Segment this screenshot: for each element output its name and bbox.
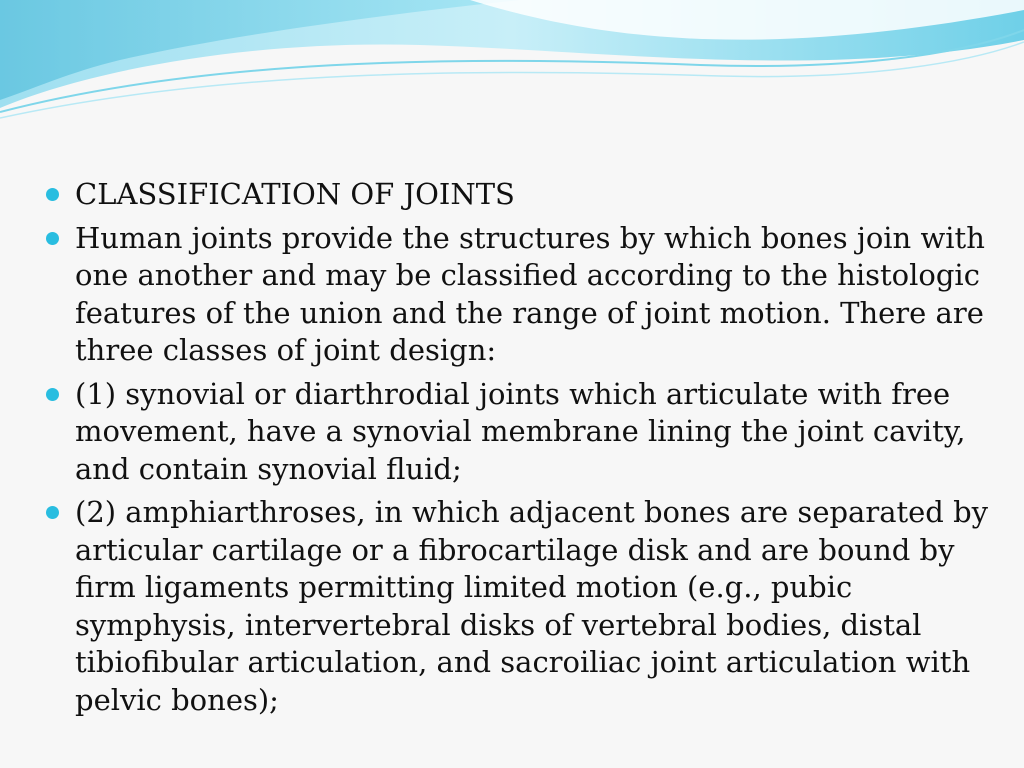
bullet-item-amphiarthroses (44, 494, 994, 719)
bullet-item-heading (44, 176, 994, 214)
slide-content (44, 176, 994, 725)
bullet-list (44, 176, 994, 719)
bullet-dot-icon (46, 188, 59, 201)
bullet-text: (2) amphiarthroses, in which adjacent bones are separated by articular cartilage or a fibrocartilage disk and are bound by firm ligaments permitting limited motion (e.g., pubic symphysis, intervertebral disks of vertebral bodies, distal tibiofibular articulation, and sacroiliac joint articulation with pelvic bones); (75, 495, 989, 717)
bullet-text: Human joints provide the structures by which bones join with one another and may be classified according to the histologic features of the union and the range of joint motion. There are three classes of joint design: (75, 220, 985, 367)
bullet-dot-icon (46, 506, 59, 519)
bullet-dot-icon (46, 388, 59, 401)
bullet-text: (1) synovial or diarthrodial joints which articulate with free movement, have a synovial membrane lining the joint cavity, and contain synovial fluid; (75, 376, 966, 486)
bullet-item-synovial (44, 376, 994, 489)
bullet-dot-icon (46, 232, 59, 245)
header-wave-decoration (0, 0, 1024, 130)
bullet-text: CLASSIFICATION OF JOINTS (75, 177, 515, 211)
bullet-item-intro (44, 220, 994, 370)
